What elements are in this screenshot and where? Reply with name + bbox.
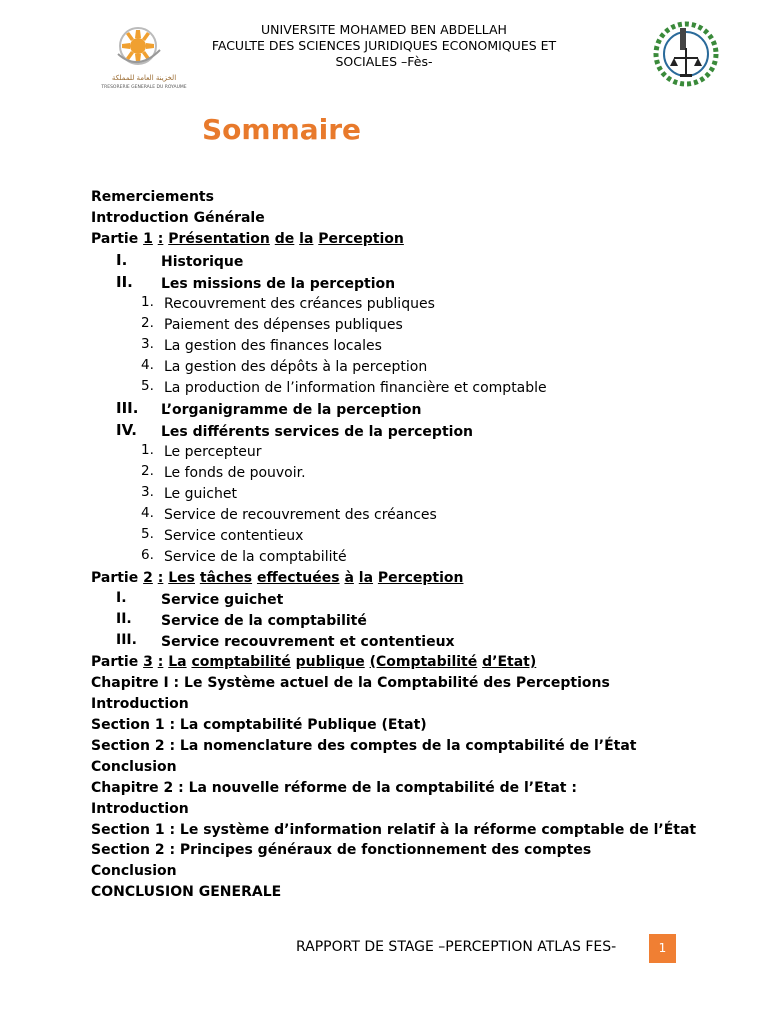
item-number: 5.: [141, 378, 154, 394]
toc-chapitre-2: Chapitre 2 : La nouvelle réforme de la comptabilité de l’Etat :: [91, 780, 577, 796]
partie-2-w3: effectuées: [256, 570, 340, 586]
roman-numeral: III.: [116, 399, 139, 417]
partie-1-prefix: Partie: [91, 231, 139, 247]
roman-numeral: II.: [116, 611, 132, 627]
mission-item: La gestion des finances locales: [164, 338, 382, 354]
svg-text:TRESORERIE GENERALE DU ROYAUME: TRESORERIE GENERALE DU ROYAUME: [101, 85, 187, 90]
partie-3-prefix: Partie: [91, 654, 139, 670]
item-number: 4.: [141, 505, 154, 521]
partie-3-w4: (Comptabilité: [369, 654, 478, 670]
toc-ch1-section-2: Section 2 : La nomenclature des comptes de la comptabilité de l’État: [91, 738, 637, 754]
section-comptabilite: Service de la comptabilité: [161, 613, 367, 629]
service-item: Le guichet: [164, 486, 237, 502]
roman-numeral: IV.: [116, 421, 137, 439]
svg-text:الخزينة العامة للمملكة: الخزينة العامة للمملكة: [111, 74, 177, 82]
partie-1-w3: la: [299, 231, 314, 247]
partie-1-w1: Présentation: [168, 231, 270, 247]
partie-2-colon: :: [157, 570, 164, 586]
partie-3-w2: comptabilité: [191, 654, 291, 670]
section-guichet: Service guichet: [161, 592, 284, 608]
toc-ch2-section-1: Section 1 : Le système d’information relatif à la réforme comptable de l’État: [91, 822, 697, 838]
toc-remerciements: Remerciements: [91, 189, 214, 205]
toc-ch2-conclusion: Conclusion: [91, 863, 177, 879]
section-services: Les différents services de la perception: [161, 424, 474, 440]
item-number: 6.: [141, 547, 154, 563]
service-item: Service de recouvrement des créances: [164, 507, 437, 523]
header-line-2: FACULTE DES SCIENCES JURIDIQUES ECONOMIQUES ET: [211, 38, 557, 53]
item-number: 4.: [141, 357, 154, 373]
item-number: 1.: [141, 442, 154, 458]
item-number: 5.: [141, 526, 154, 542]
item-number: 2.: [141, 315, 154, 331]
roman-numeral: II.: [116, 273, 133, 291]
section-organigramme: L’organigramme de la perception: [161, 402, 422, 418]
item-number: 1.: [141, 294, 154, 310]
service-item: Le percepteur: [164, 444, 262, 460]
item-number: 3.: [141, 336, 154, 352]
toc-ch1-section-1: Section 1 : La comptabilité Publique (Etat): [91, 717, 427, 733]
partie-2-prefix: Partie: [91, 570, 139, 586]
toc-conclusion-generale: CONCLUSION GENERALE: [91, 884, 282, 900]
item-number: 2.: [141, 463, 154, 479]
toc-ch2-introduction: Introduction: [91, 801, 189, 817]
partie-3-w5: d’Etat): [482, 654, 537, 670]
partie-1-colon: :: [157, 231, 164, 247]
mission-item: La production de l’information financière et comptable: [164, 380, 547, 396]
partie-2-w5: la: [358, 570, 374, 586]
toc-introduction: Introduction Générale: [91, 210, 265, 226]
mission-item: Paiement des dépenses publiques: [164, 317, 403, 333]
roman-numeral: III.: [116, 632, 137, 648]
footer-title: RAPPORT DE STAGE –PERCEPTION ATLAS FES-: [296, 939, 617, 955]
page-number-badge: 1: [649, 934, 676, 963]
roman-numeral: I.: [116, 590, 127, 606]
partie-2-w6: Perception: [377, 570, 464, 586]
partie-3-colon: :: [157, 654, 164, 670]
partie-2-w4: à: [344, 570, 354, 586]
page-title: Sommaire: [202, 113, 362, 146]
partie-2-w2: tâches: [199, 570, 253, 586]
section-missions: Les missions de la perception: [161, 276, 396, 292]
toc-ch2-section-2: Section 2 : Principes généraux de fonctionnement des comptes: [91, 842, 592, 858]
section-historique: Historique: [161, 254, 244, 270]
faculty-logo: [650, 18, 722, 90]
roman-numeral: I.: [116, 251, 128, 269]
toc-partie-2: [91, 568, 463, 588]
toc-partie-3: [91, 652, 536, 672]
toc-chapitre-1: Chapitre I : Le Système actuel de la Comptabilité des Perceptions: [91, 675, 610, 691]
partie-2-num: 2: [143, 570, 153, 586]
partie-1-w2: de: [274, 231, 295, 247]
item-number: 3.: [141, 484, 154, 500]
service-item: Le fonds de pouvoir.: [164, 465, 306, 481]
service-item: Service de la comptabilité: [164, 549, 347, 565]
service-item: Service contentieux: [164, 528, 304, 544]
partie-1-w4: Perception: [318, 231, 404, 247]
section-recouvrement: Service recouvrement et contentieux: [161, 634, 455, 650]
partie-3-num: 3: [143, 654, 153, 670]
partie-3-w3: publique: [295, 654, 365, 670]
partie-1-num: 1: [143, 231, 153, 247]
partie-3-w1: La: [168, 654, 187, 670]
toc-partie-1: [91, 229, 404, 249]
header-line-1: UNIVERSITE MOHAMED BEN ABDELLAH: [261, 22, 507, 37]
partie-2-w1: Les: [168, 570, 195, 586]
mission-item: La gestion des dépôts à la perception: [164, 359, 428, 375]
toc-ch1-introduction: Introduction: [91, 696, 189, 712]
header-line-3: SOCIALES –Fès-: [335, 54, 433, 69]
mission-item: Recouvrement des créances publiques: [164, 296, 435, 312]
toc-ch1-conclusion: Conclusion: [91, 759, 177, 775]
